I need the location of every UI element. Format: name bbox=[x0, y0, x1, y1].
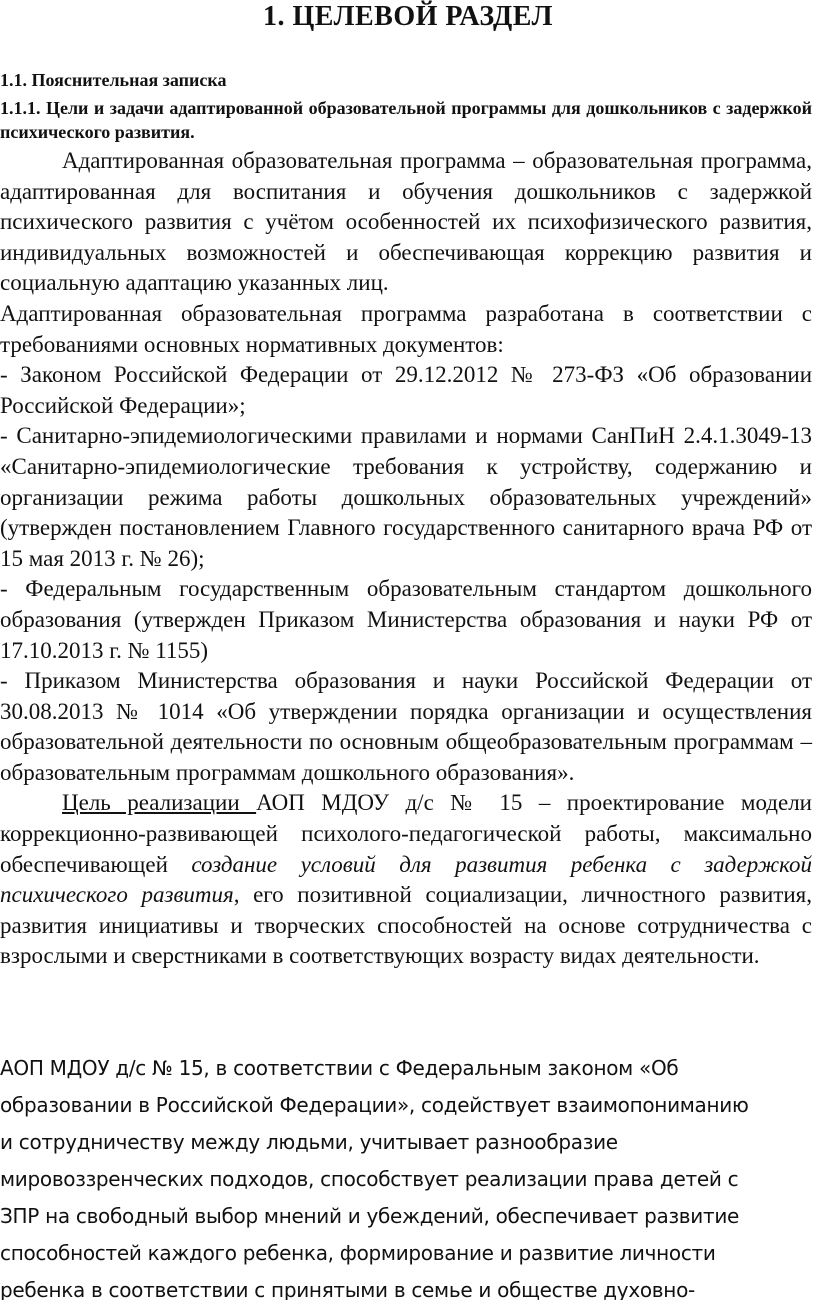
subsection-heading: 1.1.1. Цели и задачи адаптированной образовательной программы для дошкольников с задержкой психического развития. bbox=[0, 98, 812, 142]
text-line: и сотрудничеству между людьми, учитывает разнообразие bbox=[0, 1130, 618, 1154]
body-text bbox=[0, 146, 812, 972]
list-item-fgos: - Федеральным государственным образовательным стандартом дошкольного образования (утвержден Приказом Министерства образования и науки РФ от 17.10.2013 г. № 1155) bbox=[0, 576, 812, 663]
text-line: способностей каждого ребенка, формирование и развитие личности bbox=[0, 1241, 716, 1265]
text-line: ЗПР на свободный выбор мнений и убеждений, обеспечивает развитие bbox=[0, 1204, 740, 1228]
goal-label: Цель реализации bbox=[62, 790, 257, 816]
paragraph-definition: Адаптированная образовательная программа – образовательная программа, адаптированная для воспитания и обучения дошкольников с задержкой психического развития с учётом особенностей их психофизического развития, индивидуальных возможностей и обеспечивающая коррекцию развития и социальную адаптацию указанных лиц. bbox=[0, 148, 812, 296]
text-line: образовании в Российской Федерации», содействует взаимопониманию bbox=[0, 1093, 749, 1117]
list-item-sanpin: - Санитарно-эпидемиологическими правилами и нормами СанПиН 2.4.1.3049-13 «Санитарно-эпидемиологические требования к устройству, содержанию и организации режима работы дошкольных образовательных учреждений» (утвержден постановлением Главного государственного санитарного врача РФ от 15 мая 2013 г. № 26); bbox=[0, 423, 812, 571]
list-item-law: - Законом Российской Федерации от 29.12.2012 № 273-ФЗ «Об образовании Российской Федерации»; bbox=[0, 362, 812, 418]
page-title: 1. ЦЕЛЕВОЙ РАЗДЕЛ bbox=[263, 1, 553, 32]
sans-paragraph bbox=[0, 1050, 812, 1300]
text-line: АОП МДОУ д/с № 15, в соответствии с Федеральным законом «Об bbox=[0, 1056, 679, 1080]
text-line: мировоззренческих подходов, способствует реализации права детей с bbox=[0, 1167, 739, 1191]
goal-text-a: АОП МДОУ д/с № 15 – проектирование модели коррекционно-развивающей психолого-педагогической работы, максимально обеспечивающей bbox=[0, 790, 812, 877]
list-item-order: - Приказом Министерства образования и науки Российской Федерации от 30.08.2013 № 1014 «Об утверждении порядка организации и осуществления образовательной деятельности по основным общеобразовательным программам – образовательным программам дошкольного образования». bbox=[0, 668, 812, 785]
paragraph-requirements: Адаптированная образовательная программа разработана в соответствии с требованиями основных нормативных документов: bbox=[0, 300, 812, 357]
section-heading: 1.1. Пояснительная записка bbox=[0, 70, 227, 90]
paragraph-goal bbox=[0, 788, 812, 972]
goal-emphasis: создание условий для развития ребенка с задержкой психического развития bbox=[0, 851, 812, 908]
text-line: ребенка в соответствии с принятыми в семье и обществе духовно- bbox=[0, 1278, 695, 1300]
goal-text-b: , его позитивной социализации, личностного развития, развития инициативы и творческих способностей на основе сотрудничества с взрослыми и сверстниками в соответствующих возрасту видах деятельности. bbox=[0, 882, 812, 969]
